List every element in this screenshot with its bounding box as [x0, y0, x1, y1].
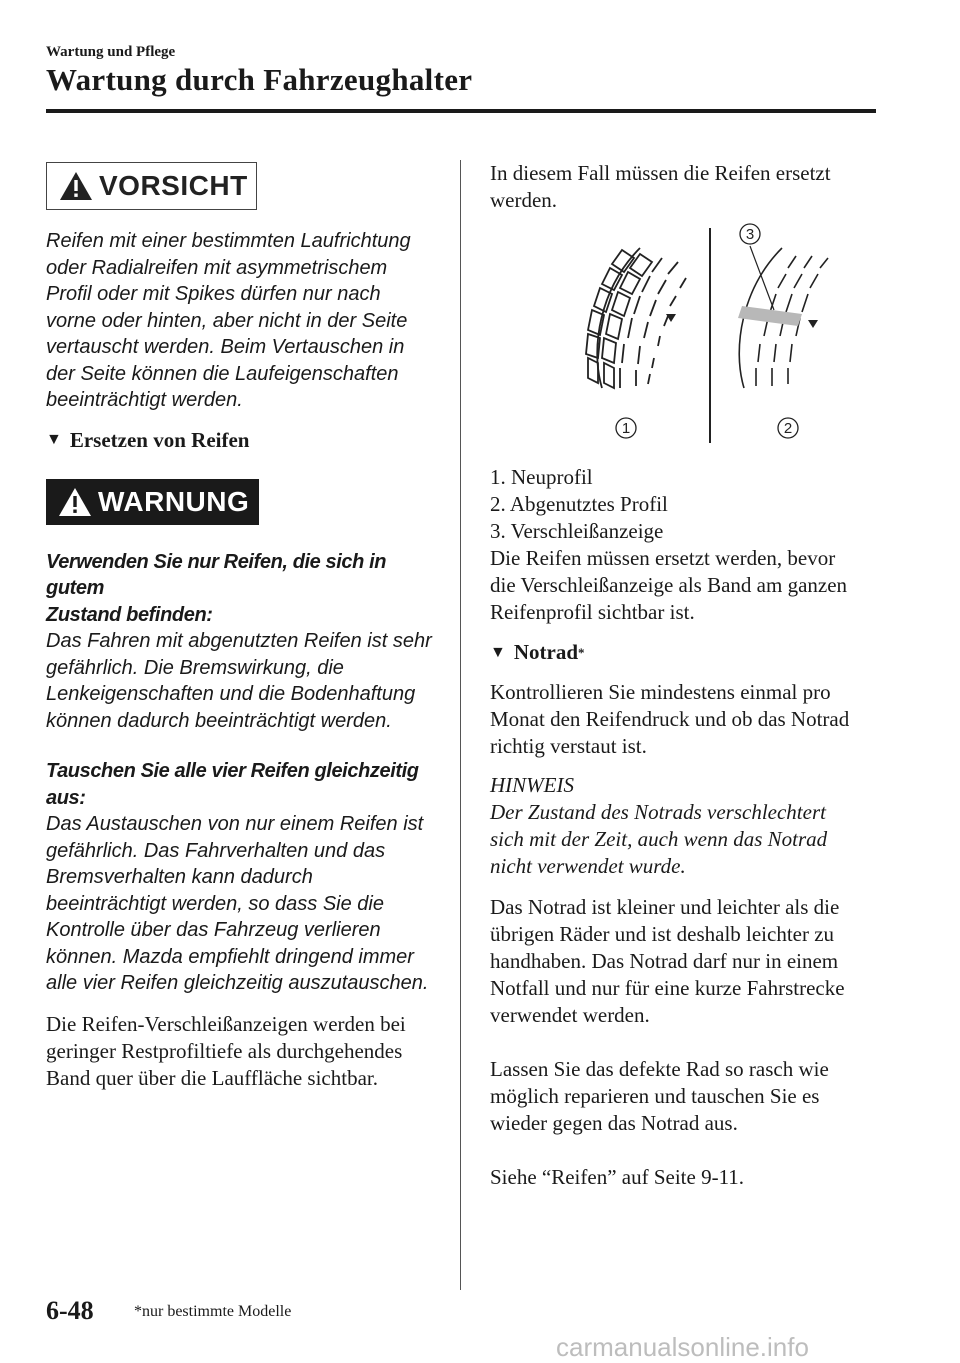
intro-paragraph: In diesem Fall müssen die Reifen ersetzt werden.: [490, 161, 831, 212]
wear-marker-arrow: [808, 320, 818, 328]
subhead-ersetzen: ▼ Ersetzen von Reifen: [46, 427, 250, 452]
left-column: [46, 162, 438, 1092]
caution-text: Reifen mit einer bestimmten Laufrichtung oder Radialreifen mit asymmetrischem Profil oder mit Spikes dürfen nur nach vorne oder hinten, aber nicht in der Seite vertauscht werden. Beim Vertauschen in der Seite können die Laufeigenschaften beeinträchtigt werden.: [46, 230, 411, 411]
watermark: carmanualsonline.info: [556, 1332, 809, 1362]
warning-block-2: Tauschen Sie alle vier Reifen gleichzeitig aus: Das Austauschen von nur einem Reifen ist gefährlich. Das Fahrverhalten und das Bremsverhalten kann dadurch beeinträchtigt werden, so dass Sie die Kontrolle über das Fahrzeug verlieren können. Mazda empfiehlt dringend immer alle vier Reifen gleichzeitig auszutauschen.: [46, 760, 429, 994]
page-number: 6-48: [46, 1296, 94, 1325]
caution-label: VORSICHT: [99, 170, 248, 201]
note-block: HINWEIS Der Zustand des Notrads verschlechtert sich mit der Zeit, auch wenn das Notrad nicht verwendet wurde.: [490, 772, 885, 880]
tire-tread-illustration: [530, 218, 870, 450]
warning-block-1: Verwenden Sie nur Reifen, die sich in gutem Zustand befinden: Das Fahren mit abgenutzten Reifen ist sehr gefährlich. Die Bremswirkung, die Lenkeigenschaften und die Bodenhaftung können dadurch beeinträchtigt werden.: [46, 550, 432, 732]
triangle-down-icon: ▼: [46, 431, 62, 448]
column-divider: [460, 160, 461, 1290]
callout-3-label: 3: [745, 226, 755, 243]
warning-triangle-icon: [59, 171, 93, 201]
callout-2-label: 2: [783, 420, 793, 437]
legend-list: [490, 464, 885, 545]
note-label: HINWEIS: [490, 773, 574, 797]
title-rule: [46, 109, 876, 113]
list-item: 3. Verschleißanzeige: [490, 519, 664, 543]
footnote: *nur bestimmte Modelle: [134, 1303, 292, 1320]
triangle-down-icon: ▼: [490, 643, 506, 661]
callout-1-label: 1: [621, 420, 631, 437]
replace-paragraph: Die Reifen müssen ersetzt werden, bevor die Verschleißanzeige als Band am ganzen Reifenprofil sichtbar ist.: [490, 546, 848, 624]
warning-label: WARNUNG: [98, 485, 250, 517]
page-title: Wartung durch Fahrzeughalter: [46, 62, 473, 97]
spare-description-paragraph: Das Notrad ist kleiner und leichter als die übrigen Räder und ist deshalb leichter zu handhaben. Das Notrad darf nur in einem Notfall und nur für eine kurze Fahrstrecke verwendet werden.: [490, 895, 845, 1027]
reference-paragraph: Siehe “Reifen” auf Seite 9-11.: [490, 1165, 745, 1189]
caution-box: [46, 162, 257, 210]
wear-indicator-band: [738, 306, 802, 326]
section-label: Wartung und Pflege: [46, 44, 176, 60]
subhead-notrad: ▼ Notrad *: [490, 640, 585, 664]
notrad-paragraph: Kontrollieren Sie mindestens einmal pro Monat den Reifendruck und ob das Notrad richtig verstaut ist.: [490, 680, 850, 758]
wear-indicator-paragraph: Die Reifen-Verschleißanzeigen werden bei geringer Restprofiltiefe als durchgehendes Band quer über die Lauffläche sichtbar.: [46, 1011, 406, 1090]
warning-triangle-icon: [58, 487, 92, 517]
list-item: 2. Abgenutztes Profil: [490, 492, 668, 516]
warning-box: [46, 479, 259, 525]
list-item: 1. Neuprofil: [490, 465, 593, 489]
repair-paragraph: Lassen Sie das defekte Rad so rasch wie möglich reparieren und tauschen Sie es wieder gegen das Notrad aus.: [490, 1057, 829, 1135]
right-column: [490, 160, 885, 1191]
